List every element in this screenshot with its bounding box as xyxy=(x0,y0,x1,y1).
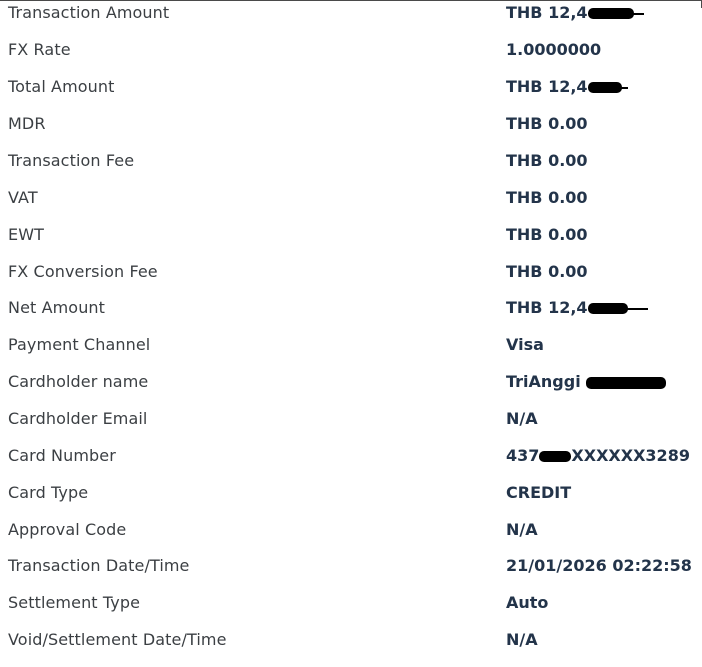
row-transaction-datetime xyxy=(0,553,702,590)
label-ewt: EWT xyxy=(8,225,45,244)
value-cardholder-email: N/A xyxy=(506,409,538,428)
label-payment-channel: Payment Channel xyxy=(8,335,151,354)
row-vat xyxy=(0,185,702,222)
row-card-number xyxy=(0,443,702,480)
row-mdr xyxy=(0,111,702,148)
row-payment-channel xyxy=(0,332,702,369)
value-cardholder-name xyxy=(506,372,666,391)
row-fx-conversion-fee xyxy=(0,259,702,296)
redaction-mark xyxy=(588,82,622,93)
value-transaction-fee: THB 0.00 xyxy=(506,151,588,170)
label-transaction-fee: Transaction Fee xyxy=(8,151,135,170)
value-card-number xyxy=(506,446,690,465)
row-transaction-fee xyxy=(0,148,702,185)
value-cardholder-name-text: TriAnggi xyxy=(506,372,581,391)
label-card-number: Card Number xyxy=(8,446,116,465)
row-transaction-amount xyxy=(0,0,702,37)
redaction-mark xyxy=(539,451,571,462)
row-cardholder-name xyxy=(0,369,702,406)
label-transaction-datetime: Transaction Date/Time xyxy=(8,556,190,575)
label-net-amount: Net Amount xyxy=(8,298,106,317)
value-settlement-type: Auto xyxy=(506,593,549,612)
value-approval-code: N/A xyxy=(506,520,538,539)
row-approval-code xyxy=(0,517,702,554)
label-mdr: MDR xyxy=(8,114,46,133)
label-cardholder-email: Cardholder Email xyxy=(8,409,148,428)
label-card-type: Card Type xyxy=(8,483,89,502)
value-card-number-suffix: XXXXXX3289 xyxy=(571,446,690,465)
row-total-amount xyxy=(0,74,702,111)
label-cardholder-name: Cardholder name xyxy=(8,372,149,391)
value-fx-rate: 1.0000000 xyxy=(506,40,602,59)
label-settlement-type: Settlement Type xyxy=(8,593,141,612)
row-settlement-type xyxy=(0,590,702,627)
value-total-amount-text: THB 12,4 xyxy=(506,77,588,96)
label-fx-conversion-fee: FX Conversion Fee xyxy=(8,262,158,281)
value-ewt: THB 0.00 xyxy=(506,225,588,244)
value-payment-channel: Visa xyxy=(506,335,544,354)
label-vat: VAT xyxy=(8,188,38,207)
value-net-amount xyxy=(506,298,648,317)
value-mdr: THB 0.00 xyxy=(506,114,588,133)
redaction-line xyxy=(626,308,648,310)
label-fx-rate: FX Rate xyxy=(8,40,71,59)
row-void-settlement-datetime xyxy=(0,627,702,664)
label-total-amount: Total Amount xyxy=(8,77,115,96)
row-net-amount xyxy=(0,295,702,332)
value-void-settlement-datetime: N/A xyxy=(506,630,538,649)
row-card-type xyxy=(0,480,702,517)
label-approval-code: Approval Code xyxy=(8,520,127,539)
redaction-mark xyxy=(588,303,628,314)
value-transaction-amount xyxy=(506,3,644,22)
value-transaction-datetime: 21/01/2026 02:22:58 xyxy=(506,556,692,575)
row-cardholder-email xyxy=(0,406,702,443)
value-total-amount xyxy=(506,77,628,96)
row-ewt xyxy=(0,222,702,259)
label-transaction-amount: Transaction Amount xyxy=(8,3,170,22)
value-vat: THB 0.00 xyxy=(506,188,588,207)
value-card-number-prefix: 437 xyxy=(506,446,540,465)
label-void-settlement-datetime: Void/Settlement Date/Time xyxy=(8,630,227,649)
value-fx-conversion-fee: THB 0.00 xyxy=(506,262,588,281)
row-fx-rate xyxy=(0,37,702,74)
value-card-type: CREDIT xyxy=(506,483,572,502)
value-net-amount-text: THB 12,4 xyxy=(506,298,588,317)
redaction-mark xyxy=(588,8,634,19)
redaction-mark xyxy=(586,377,666,389)
value-transaction-amount-text: THB 12,4 xyxy=(506,3,588,22)
